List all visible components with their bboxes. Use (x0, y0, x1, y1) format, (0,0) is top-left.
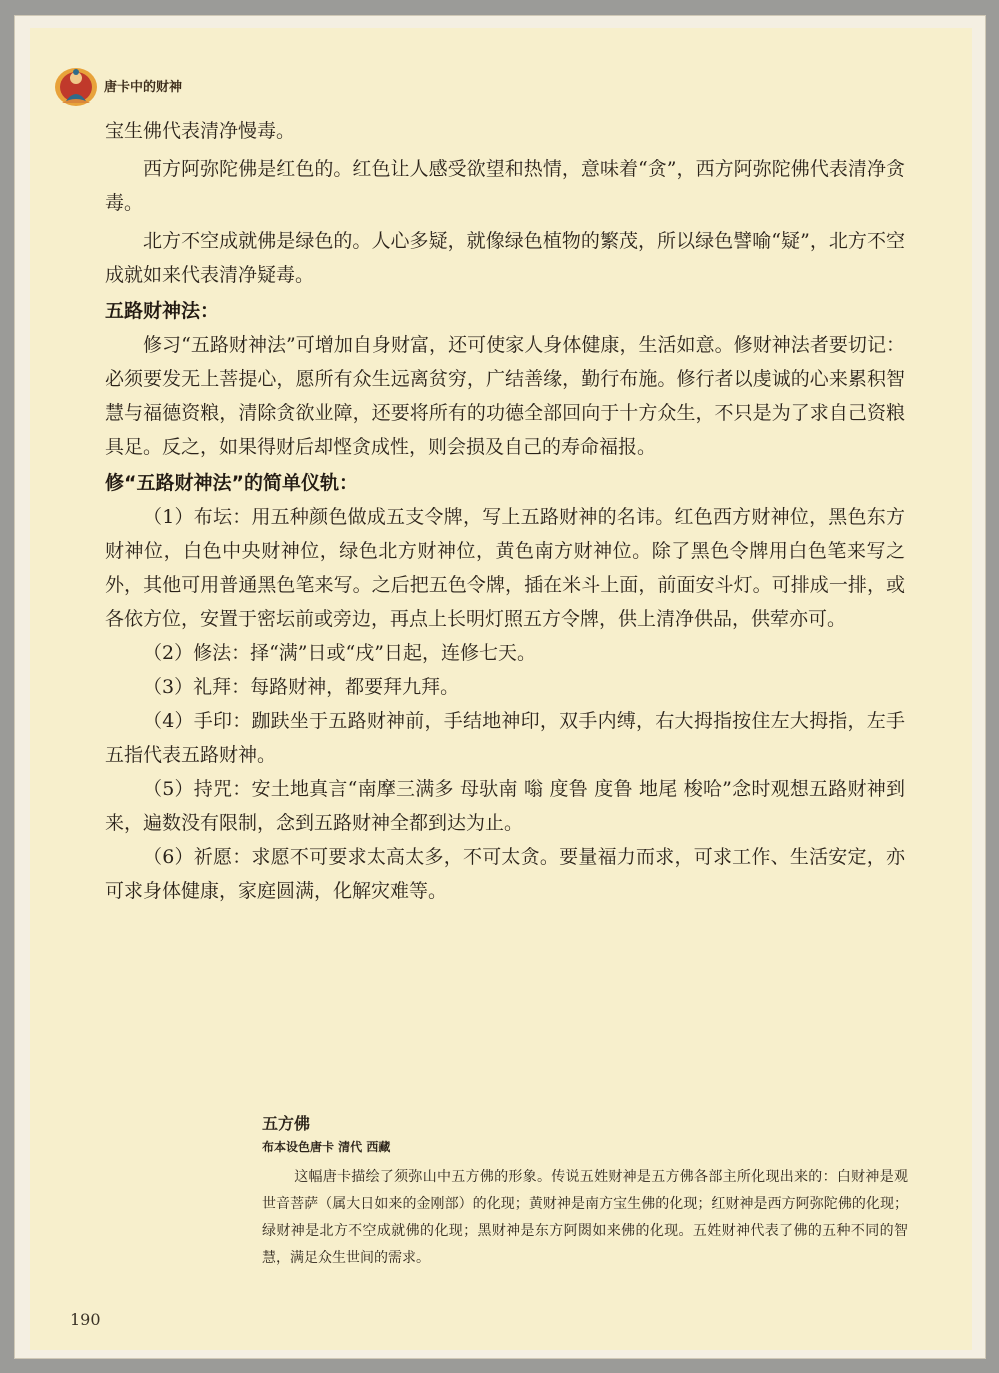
main-text (105, 114, 905, 908)
section-heading: 五路财神法： (105, 300, 220, 322)
ritual-step: （3）礼拜：每路财神，都要拜九拜。 (143, 676, 460, 698)
ritual-step: （4）手印：跏趺坐于五路财神前，手结地神印，双手内缚，右大拇指按住左大拇指，左手五指代表五路财神。 (105, 710, 905, 766)
section-heading: 修“五路财神法”的简单仪轨： (105, 472, 358, 494)
paragraph: 宝生佛代表清净慢毒。 (105, 120, 296, 142)
image-caption (262, 1112, 908, 1272)
ritual-step: （6）祈愿：求愿不可要求太高太多，不可太贪。要量福力而求，可求工作、生活安定，亦可求身体健康，家庭圆满，化解灾难等。 (105, 846, 905, 902)
caption-subtitle: 布本设色唐卡 清代 西藏 (262, 1140, 391, 1154)
ritual-step: （5）持咒：安土地真言“南摩三满多 母驮南 嗡 度鲁 度鲁 地尾 梭哈”念时观想五路财神到来，遍数没有限制，念到五路财神全都到达为止。 (105, 778, 905, 834)
running-header (52, 60, 182, 110)
header-title: 唐卡中的财神 (104, 79, 183, 95)
deity-thangka-icon (52, 61, 100, 109)
ritual-step: （2）修法：择“满”日或“戌”日起，连修七天。 (143, 642, 536, 664)
caption-title: 五方佛 (262, 1114, 311, 1133)
caption-body: 这幅唐卡描绘了须弥山中五方佛的形象。传说五姓财神是五方佛各部主所化现出来的：白财神是观世音菩萨（属大日如来的金刚部）的化现；黄财神是南方宝生佛的化现；红财神是西方阿弥陀佛的化现；绿财神是北方不空成就佛的化现；黑财神是东方阿閦如来佛的化现。五姓财神代表了佛的五种不同的智慧，满足众生世间的需求。 (262, 1169, 908, 1266)
paragraph: 西方阿弥陀佛是红色的。红色让人感受欲望和热情，意味着“贪”，西方阿弥陀佛代表清净贪毒。 (105, 158, 905, 214)
paragraph: 北方不空成就佛是绿色的。人心多疑，就像绿色植物的繁茂，所以绿色譬喻“疑”，北方不空成就如来代表清净疑毒。 (105, 230, 905, 286)
page-number: 190 (70, 1310, 101, 1329)
ritual-step: （1）布坛：用五种颜色做成五支令牌，写上五路财神的名讳。红色西方财神位，黑色东方财神位，白色中央财神位，绿色北方财神位，黄色南方财神位。除了黑色令牌用白色笔来写之外，其他可用普通黑色笔来写。之后把五色令牌，插在米斗上面，前面安斗灯。可排成一排，或各依方位，安置于密坛前或旁边，再点上长明灯照五方令牌，供上清净供品，供荤亦可。 (105, 506, 905, 630)
paragraph: 修习“五路财神法”可增加自身财富，还可使家人身体健康，生活如意。修财神法者要切记：必须要发无上菩提心，愿所有众生远离贫穷，广结善缘，勤行布施。修行者以虔诚的心来累积智慧与福德资粮，清除贪欲业障，还要将所有的功德全部回向于十方众生，不只是为了求自己资粮具足。反之，如果得财后却悭贪成性，则会损及自己的寿命福报。 (105, 334, 905, 458)
